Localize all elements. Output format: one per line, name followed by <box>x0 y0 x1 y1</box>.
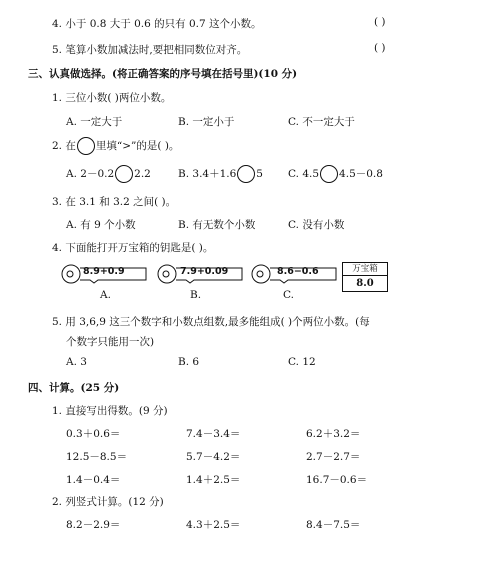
calc-item[interactable]: 5.7－4.2＝ <box>186 451 241 463</box>
calc-item[interactable]: 0.3＋0.6＝ <box>66 428 121 440</box>
key-a-label: 8.9+0.9 <box>83 266 125 277</box>
q5-stem-2: 个数字只能用一次) <box>66 336 155 348</box>
judge-paren-5[interactable]: ( ) <box>374 42 386 54</box>
key-c-label: 8.6−0.6 <box>277 266 319 277</box>
judge-paren-4[interactable]: ( ) <box>374 16 386 28</box>
vertical-calc-item[interactable]: 8.2－2.9＝ <box>66 519 121 531</box>
p2-title: 2. 列竖式计算。(12 分) <box>52 496 164 508</box>
q2-stem-pre: 2. 在 <box>52 140 76 152</box>
q2-a-pre: A. 2－0.2 <box>66 168 115 180</box>
q2-option-c[interactable] <box>288 165 383 183</box>
q1-option-c[interactable]: C. 不一定大于 <box>288 116 355 128</box>
circle-blank-icon <box>237 165 255 183</box>
q3-stem: 3. 在 3.1 和 3.2 之间( )。 <box>52 196 177 208</box>
q2-a-post: 2.2 <box>134 168 151 180</box>
vertical-calc-item[interactable]: 4.3＋2.5＝ <box>186 519 241 531</box>
circle-blank-icon <box>77 137 95 155</box>
q2-stem-post: 里填“>”的是( )。 <box>95 140 180 152</box>
q2-option-a[interactable] <box>66 165 151 183</box>
q5-option-a[interactable]: A. 3 <box>66 356 87 368</box>
q2-stem <box>52 137 179 155</box>
key-b-label: 7.9+0.09 <box>180 266 229 277</box>
p1-title: 1. 直接写出得数。(9 分) <box>52 405 168 417</box>
chest-value: 8.0 <box>356 278 374 289</box>
q5-option-c[interactable]: C. 12 <box>288 356 316 368</box>
calc-item[interactable]: 16.7－0.6＝ <box>306 474 368 486</box>
calc-item[interactable]: 1.4＋2.5＝ <box>186 474 241 486</box>
q2-c-pre: C. 4.5 <box>288 168 320 180</box>
q2-c-post: 4.5－0.8 <box>339 168 383 180</box>
q5-stem: 5. 用 3,6,9 这三个数字和小数点组数,最多能组成( )个两位小数。(每 <box>52 316 370 328</box>
section-4-title: 四、计算。(25 分) <box>28 382 120 394</box>
judge-item-5: 5. 笔算小数加减法时,要把相同数位对齐。 <box>52 44 248 56</box>
circle-blank-icon <box>115 165 133 183</box>
q2-option-b[interactable] <box>178 165 263 183</box>
treasure-chest <box>342 262 388 292</box>
q1-option-b[interactable]: B. 一定小于 <box>178 116 235 128</box>
calc-item[interactable]: 7.4－3.4＝ <box>186 428 241 440</box>
q2-b-post: 5 <box>256 168 263 180</box>
calc-item[interactable]: 2.7－2.7＝ <box>306 451 361 463</box>
key-a-letter[interactable]: A. <box>100 289 111 301</box>
key-b-letter[interactable]: B. <box>190 289 202 301</box>
q3-option-b[interactable]: B. 有无数个小数 <box>178 219 256 231</box>
calc-item[interactable]: 6.2＋3.2＝ <box>306 428 361 440</box>
chest-title: 万宝箱 <box>343 263 387 276</box>
q1-stem: 1. 三位小数( )两位小数。 <box>52 92 172 104</box>
q3-option-c[interactable]: C. 没有小数 <box>288 219 345 231</box>
calc-item[interactable]: 1.4－0.4＝ <box>66 474 121 486</box>
q2-b-pre: B. 3.4＋1.6 <box>178 168 237 180</box>
q1-option-a[interactable]: A. 一定大于 <box>66 116 123 128</box>
q4-stem: 4. 下面能打开万宝箱的钥匙是( )。 <box>52 242 214 254</box>
key-c-letter[interactable]: C. <box>283 289 294 301</box>
calc-item[interactable]: 12.5－8.5＝ <box>66 451 128 463</box>
vertical-calc-item[interactable]: 8.4－7.5＝ <box>306 519 361 531</box>
q5-option-b[interactable]: B. 6 <box>178 356 200 368</box>
q3-option-a[interactable]: A. 有 9 个小数 <box>66 219 136 231</box>
section-3-title: 三、认真做选择。(将正确答案的序号填在括号里)(10 分) <box>28 68 298 80</box>
judge-item-4: 4. 小于 0.8 大于 0.6 的只有 0.7 这个小数。 <box>52 18 262 30</box>
circle-blank-icon <box>320 165 338 183</box>
